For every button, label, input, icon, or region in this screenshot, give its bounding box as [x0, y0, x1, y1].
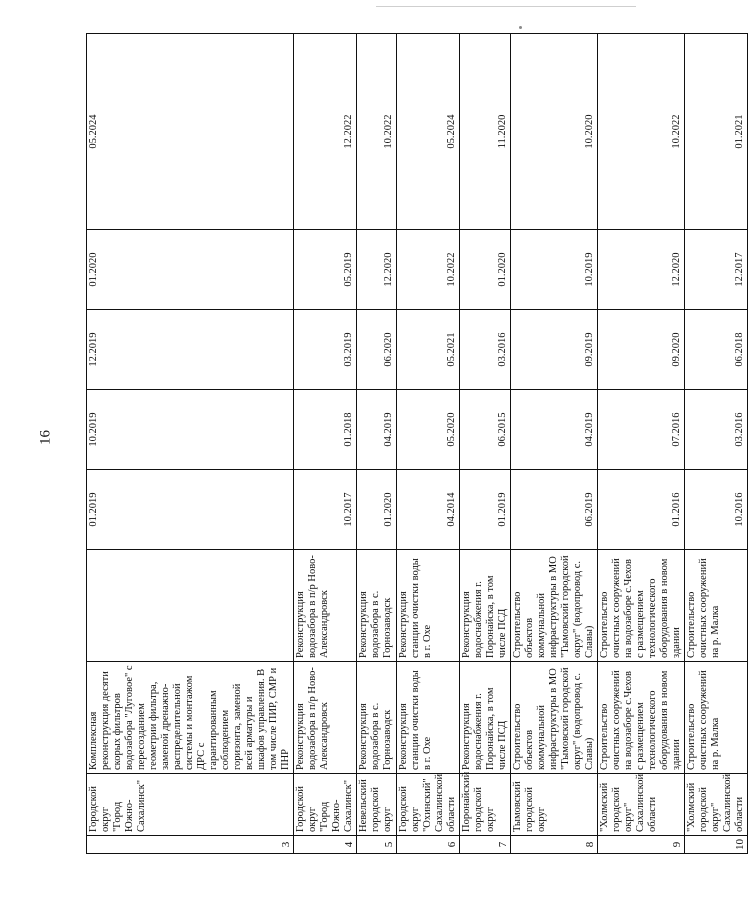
date-cell-4: [460, 230, 511, 310]
event-cell: Реконструкция водозабора в с. Горнозаводск: [357, 662, 397, 774]
date-top: 01.2019: [88, 492, 99, 527]
date-cell-5: [685, 34, 748, 230]
object-cell: Строительство очистных сооружений на р. Малка: [685, 550, 748, 662]
date-top: 12.2019: [88, 332, 99, 367]
table-wrapper: [86, 34, 746, 854]
date-cell-1: [598, 470, 685, 550]
date-cell-2: [511, 390, 598, 470]
date-bottom: 01.2019: [497, 492, 508, 527]
date-bottom: 05.2024: [446, 114, 457, 149]
row-number-cell: 4: [294, 836, 357, 854]
date-cell-5: [460, 34, 511, 230]
date-cell-5: [511, 34, 598, 230]
table-row: [397, 34, 460, 854]
table-row: [294, 34, 357, 854]
date-cell-2: [460, 390, 511, 470]
table-row: [685, 34, 748, 854]
object-cell: [87, 550, 294, 662]
date-top: 05.2024: [88, 114, 99, 149]
date-cell-1: [511, 470, 598, 550]
date-bottom: 04.2019: [383, 412, 394, 447]
date-bottom: 05.2020: [446, 412, 457, 447]
event-cell: Строительство очистных сооружений на р. Малка: [685, 662, 748, 774]
rotated-table-frame: [86, 34, 746, 854]
date-bottom: 10.2019: [584, 252, 595, 287]
date-bottom: 01.2016: [671, 492, 682, 527]
row-number-cell: 3: [87, 836, 294, 854]
date-cell-4: [87, 230, 294, 310]
date-cell-3: [87, 310, 294, 390]
date-cell-1: [397, 470, 460, 550]
table-body: [87, 34, 748, 854]
date-bottom: 06.2018: [734, 332, 745, 367]
event-cell: Реконструкция водоснабжения г. Поронайска, в том числе ПСД: [460, 662, 511, 774]
municipality-cell: Городской округ "Охинский" Сахалинской области: [397, 774, 460, 836]
date-cell-5: [598, 34, 685, 230]
date-bottom: 11.2020: [497, 114, 508, 149]
date-cell-1: [87, 470, 294, 550]
date-cell-1: [685, 470, 748, 550]
date-cell-4: [397, 230, 460, 310]
municipality-cell: Поронайский городской округ: [460, 774, 511, 836]
date-cell-2: [598, 390, 685, 470]
date-cell-5: [87, 34, 294, 230]
object-cell: Реконструкция водоснабжения г. Поронайска, в том числе ПСД: [460, 550, 511, 662]
date-cell-2: [357, 390, 397, 470]
date-cell-3: [294, 310, 357, 390]
object-cell: Строительство объектов коммунальной инфраструктуры в МО "Тымовский городской округ" (водопровод с. Славы): [511, 550, 598, 662]
date-cell-3: [460, 310, 511, 390]
event-cell: Комплексная реконструкция десяти скорых фильтров водозабора "Луговое" с пересозданием геометрии фильтра, заменой дренажно-распределительной системы и монтажом ДРС с гарантированным соблюдением горизонта, заменой всей арматуры и шкафов управления. В том числе ПИР, СМР и ПНР: [87, 662, 294, 774]
row-number-cell: 9: [598, 836, 685, 854]
date-bottom: 06.2015: [497, 412, 508, 447]
date-cell-5: [294, 34, 357, 230]
date-cell-2: [87, 390, 294, 470]
date-bottom: 05.2021: [446, 332, 457, 367]
date-cell-3: [685, 310, 748, 390]
date-bottom: 12.2020: [671, 252, 682, 287]
date-bottom: 01.2020: [383, 492, 394, 527]
row-number-cell: 7: [460, 836, 511, 854]
object-cell: Реконструкция водозабора в с. Горнозаводск: [357, 550, 397, 662]
date-bottom: 10.2020: [584, 114, 595, 149]
event-cell: Строительство очистных сооружений на водозаборе с.Чехов с размещением технологического оборудования в новом здании: [598, 662, 685, 774]
date-cell-3: [357, 310, 397, 390]
municipality-cell: "Холмский городской округ" Сахалинской области: [685, 774, 748, 836]
municipality-cell: "Холмский городской округ" Сахалинской области: [598, 774, 685, 836]
date-bottom: 04.2014: [446, 492, 457, 527]
date-cell-3: [511, 310, 598, 390]
date-bottom: 10.2022: [383, 114, 394, 149]
table-row: [357, 34, 397, 854]
object-cell: Реконструкция станции очистки воды в г. Охе: [397, 550, 460, 662]
table-row: [87, 34, 294, 854]
municipality-cell: Невельский городской округ: [357, 774, 397, 836]
date-cell-5: [397, 34, 460, 230]
date-bottom: 07.2016: [671, 412, 682, 447]
date-cell-1: [460, 470, 511, 550]
row-number-cell: 6: [397, 836, 460, 854]
date-bottom: 10.2022: [671, 114, 682, 149]
date-bottom: 10.2022: [446, 252, 457, 287]
date-bottom: 09.2019: [584, 332, 595, 367]
table-row: [598, 34, 685, 854]
date-bottom: 12.2017: [734, 252, 745, 287]
table-row: [511, 34, 598, 854]
date-bottom: 03.2016: [497, 332, 508, 367]
date-top: 01.2020: [88, 252, 99, 287]
date-bottom: 10.2016: [734, 492, 745, 527]
date-cell-2: [397, 390, 460, 470]
date-cell-4: [511, 230, 598, 310]
date-cell-4: [685, 230, 748, 310]
municipality-cell: Городской округ "Город Южно-Сахалинск": [294, 774, 357, 836]
date-bottom: 06.2020: [383, 332, 394, 367]
date-bottom: 12.2020: [383, 252, 394, 287]
date-cell-5: [357, 34, 397, 230]
date-cell-1: [357, 470, 397, 550]
table-row: [460, 34, 511, 854]
object-cell: Строительство очистных сооружений на водозаборе с.Чехов с размещением технологического оборудования в новом здании: [598, 550, 685, 662]
date-bottom: 04.2019: [584, 412, 595, 447]
date-bottom: 01.2020: [497, 252, 508, 287]
date-bottom: 03.2019: [343, 332, 354, 367]
row-number-cell: 8: [511, 836, 598, 854]
date-bottom: 01.2018: [343, 412, 354, 447]
date-cell-2: [294, 390, 357, 470]
date-bottom: 01.2021: [734, 114, 745, 149]
date-cell-1: [294, 470, 357, 550]
date-bottom: 05.2019: [343, 252, 354, 287]
event-cell: Реконструкция водозабора в п/р Ново-Александровск: [294, 662, 357, 774]
scan-edge-line: [376, 6, 636, 7]
scan-speck: [519, 26, 522, 29]
event-cell: Реконструкция станции очистки воды в г. Охе: [397, 662, 460, 774]
date-cell-4: [598, 230, 685, 310]
event-cell: Строительство объектов коммунальной инфраструктуры в МО "Тымовский городской округ" (водопровод с. Славы): [511, 662, 598, 774]
object-cell: Реконструкция водозабора в п/р Ново-Александровск: [294, 550, 357, 662]
page-number: 16: [37, 430, 54, 445]
date-cell-3: [598, 310, 685, 390]
date-top: 10.2019: [88, 412, 99, 447]
date-cell-4: [357, 230, 397, 310]
date-bottom: 12.2022: [343, 114, 354, 149]
date-cell-4: [294, 230, 357, 310]
date-cell-3: [397, 310, 460, 390]
date-bottom: 06.2019: [584, 492, 595, 527]
municipality-cell: Городской округ "Город Южно-Сахалинск": [87, 774, 294, 836]
row-number-cell: 5: [357, 836, 397, 854]
row-number-cell: 10: [685, 836, 748, 854]
date-bottom: 10.2017: [343, 492, 354, 527]
date-bottom: 09.2020: [671, 332, 682, 367]
date-bottom: 03.2016: [734, 412, 745, 447]
program-table: [86, 33, 748, 854]
municipality-cell: Тымовский городской округ: [511, 774, 598, 836]
date-cell-2: [685, 390, 748, 470]
